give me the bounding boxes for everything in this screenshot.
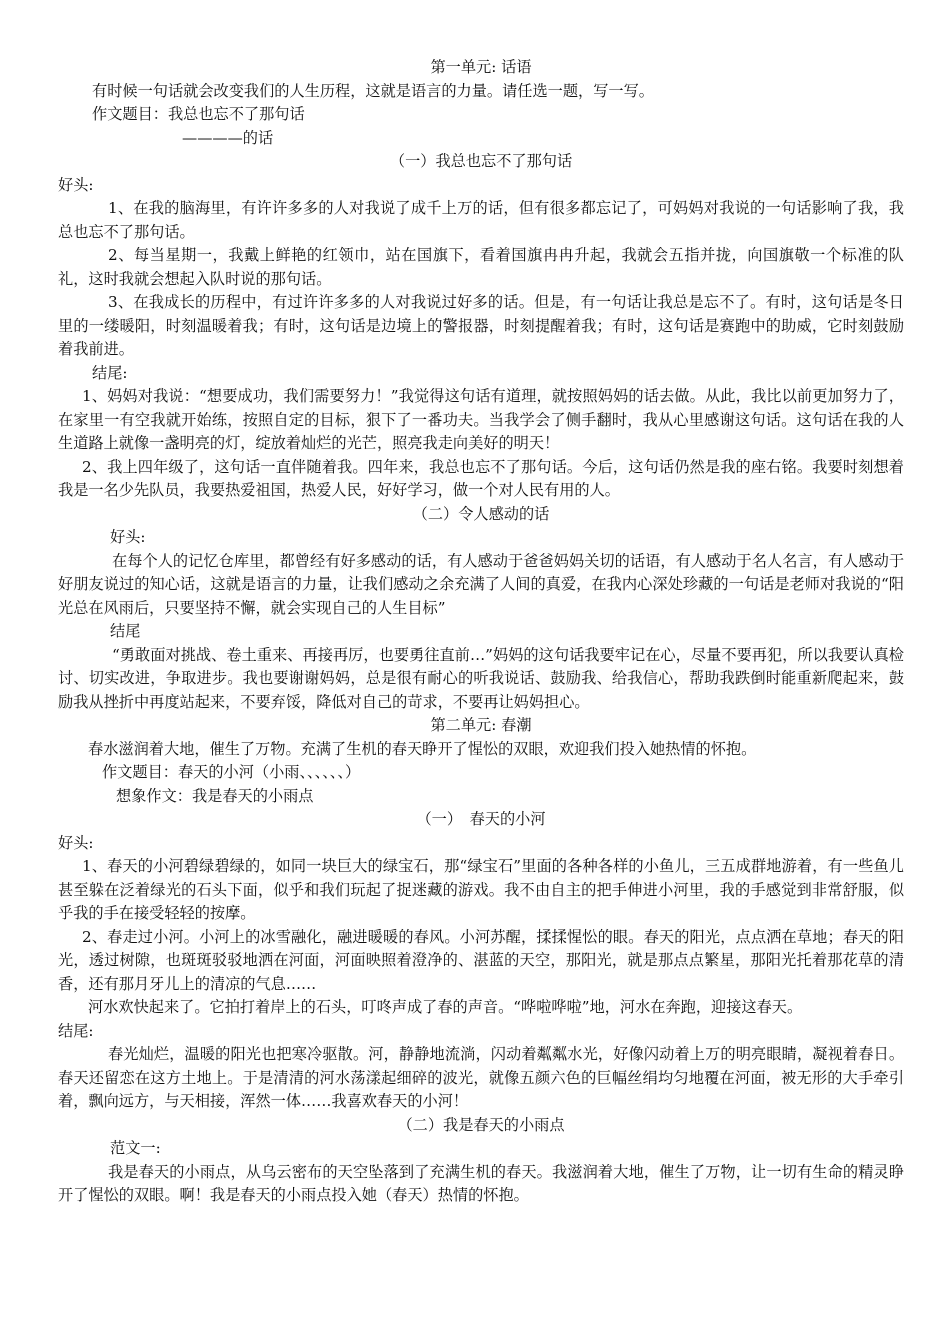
unit1-topic-alt: ————的话 xyxy=(182,128,274,147)
unit2-imagine-topic: 想象作文：我是春天的小雨点 xyxy=(116,786,314,805)
ending-paragraph: 2、我上四年级了，这句话一直伴随着我。四年来，我总也忘不了那句话。今后，这句话仍然是我的座右铭。我要时刻想着我是一名少先队员，我要热爱祖国，热爱人民，好好学习，做一个对人民有用的人。 xyxy=(58,457,904,499)
opening-paragraph: 1、在我的脑海里，有许许多多的人对我说了成千上万的话，但有很多都忘记了，可妈妈对我说的一句话影响了我，我总也忘不了那句话。 xyxy=(58,199,904,241)
sample-label: 范文一: xyxy=(110,1139,161,1157)
unit1-title: 第一单元: 话语 xyxy=(430,58,532,76)
unit2-title: 第二单元: 春潮 xyxy=(430,716,532,734)
opening-label: 好头: xyxy=(110,528,146,546)
sample-paragraph: 我是春天的小雨点，从乌云密布的天空坠落到了充满生机的春天。我滋润着大地，催生了万物，让一切有生命的精灵睁开了惺忪的双眼。啊！我是春天的小雨点投入她（春天）热情的怀抱。 xyxy=(58,1162,904,1204)
ending-paragraph: 1、妈妈对我说：“想要成功，我们需要努力！”我觉得这句话有道理，就按照妈妈的话去做。从此，我比以前更加努力了，在家里一有空我就开始练，按照自定的目标，狠下了一番功夫。当我学会了侧手翻时，我从心里感谢这句话。这句话在我的人生道路上就像一盏明亮的灯，绽放着灿烂的光芒，照亮我走向美好的明天！ xyxy=(58,387,904,452)
unit2-topic: 作文题目：春天的小河（小雨、、、、、、） xyxy=(102,763,361,781)
opening-label: 好头: xyxy=(58,833,94,852)
unit2-intro: 春水滋润着大地，催生了万物。充满了生机的春天睁开了惺忪的双眼，欢迎我们投入她热情的怀抱。 xyxy=(88,739,757,758)
opening-paragraph: 在每个人的记忆仓库里，都曾经有好多感动的话，有人感动于爸爸妈妈关切的话语，有人感动于名人名言，有人感动于好朋友说过的知心话，这就是语言的力量，让我们感动之余充满了人间的真爱，在我内心深处珍藏的一句话是老师对我说的“阳光总在风雨后，只要坚持不懈，就会实现自己的人生目标” xyxy=(58,551,904,617)
document-page xyxy=(58,56,904,1208)
opening-label: 好头: xyxy=(58,175,94,194)
unit2-section1-title: （一） 春天的小河 xyxy=(416,810,546,828)
unit1-topic: 作文题目：我总也忘不了那句话 xyxy=(92,105,305,123)
ending-paragraph: 春光灿烂，温暖的阳光也把寒冷驱散。河，静静地流淌，闪动着粼粼水光，好像闪动着上万的明亮眼睛，凝视着春日。春天还留恋在这方土地上。于是清清的河水荡漾起细碎的波光，就像五颜六色的巨幅丝绢均匀地覆在河面，被无形的大手牵引着，飘向远方，与天相接，浑然一体……我喜欢春天的小河！ xyxy=(58,1045,904,1110)
opening-paragraph: 3、在我成长的历程中，有过许许多多的人对我说过好多的话。但是，有一句话让我总是忘不了。有时，这句话是冬日里的一缕暖阳，时刻温暖着我；有时，这句话是边境上的警报器，时刻提醒着我；有时，这句话是赛跑中的助威，它时刻鼓励着我前进。 xyxy=(58,293,904,358)
unit1-section1-title: （一）我总也忘不了那句话 xyxy=(389,152,573,170)
river-paragraph: 河水欢快起来了。它拍打着岸上的石头，叮咚声成了春的声音。“哗啦哗啦”地，河水在奔跑，迎接这春天。 xyxy=(88,998,803,1016)
opening-paragraph: 1、春天的小河碧绿碧绿的，如同一块巨大的绿宝石，那“绿宝石”里面的各种各样的小鱼儿，三五成群地游着，有一些鱼儿甚至躲在泛着绿光的石头下面，似乎和我们玩起了捉迷藏的游戏。我不由自主的把手伸进小河里，我的手感觉到非常舒服，似乎我的手在接受轻轻的按摩。 xyxy=(58,857,904,922)
ending-paragraph: “勇敢面对挑战、卷土重来、再接再厉，也要勇往直前…”妈妈的这句话我要牢记在心，尽量不要再犯，所以我要认真检讨、切实改进，争取进步。我也要谢谢妈妈，总是很有耐心的听我说话、鼓励我、给我信心，帮助我跌倒时能重新爬起来，鼓励我从挫折中再度站起来，不要弃馁，降低对自己的苛求，不要再让妈妈担心。 xyxy=(58,645,904,711)
ending-label: 结尾: xyxy=(92,363,128,382)
ending-label: 结尾: xyxy=(58,1021,94,1040)
opening-paragraph: 2、春走过小河。小河上的冰雪融化，融进暖暖的春风。小河苏醒，揉揉惺忪的眼。春天的阳光，点点洒在草地；春天的阳光，透过树隙，也斑斑驳驳地洒在河面，河面映照着澄净的、湛蓝的天空，那阳光，就是那点点繁星，那阳光托着那花草的清香，还有那月牙儿上的清凉的气息…… xyxy=(58,927,904,993)
opening-paragraph: 2、每当星期一，我戴上鲜艳的红领巾，站在国旗下，看着国旗冉冉升起，我就会五指并拢，向国旗敬一个标准的队礼，这时我就会想起入队时说的那句话。 xyxy=(58,246,904,288)
unit1-intro: 有时候一句话就会改变我们的人生历程，这就是语言的力量。请任选一题，写一写。 xyxy=(92,81,654,100)
ending-label: 结尾 xyxy=(110,622,141,640)
unit1-section2-title: （二）令人感动的话 xyxy=(412,504,550,523)
unit2-section2-title: （二）我是春天的小雨点 xyxy=(397,1115,565,1134)
